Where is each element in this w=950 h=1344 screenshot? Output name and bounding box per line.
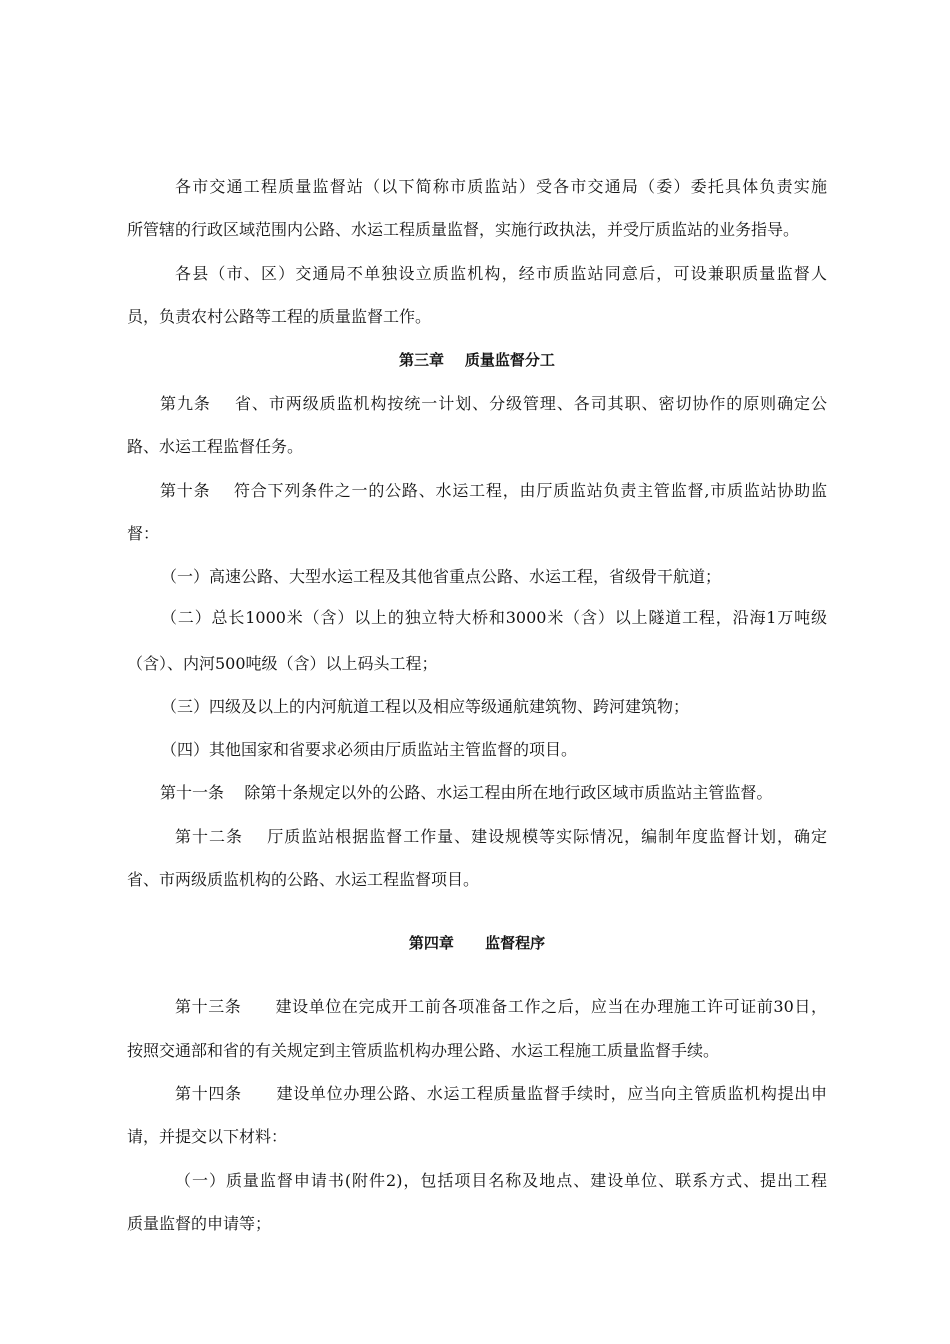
list-item: 质量监督的申请等； (127, 1214, 272, 1233)
paragraph-line: 各市交通工程质量监督站（以下简称市质监站）受各市交通局（委）委托具体负责实施 (175, 177, 827, 196)
paragraph-line: 请，并提交以下材料： (127, 1127, 288, 1146)
paragraph-line: 各县（市、区）交通局不单独设立质监机构，经市质监站同意后，可设兼职质量监督人 (175, 264, 827, 283)
paragraph-line: 所管辖的行政区域范围内公路、水运工程质量监督，实施行政执法，并受厅质监站的业务指导。 (127, 220, 800, 239)
paragraph-line: 第十条 符合下列条件之一的公路、水运工程，由厅质监站负责主管监督,市质监站协助监 (160, 481, 827, 500)
list-item: （含）、内河500吨级（含）以上码头工程； (127, 654, 438, 673)
paragraph-line: 第十三条 建设单位在完成开工前各项准备工作之后，应当在办理施工许可证前30日， (175, 997, 827, 1016)
list-item: （四）其他国家和省要求必须由厅质监站主管监督的项目。 (161, 740, 578, 759)
paragraph-line: 员，负责农村公路等工程的质量监督工作。 (127, 307, 432, 326)
chapter-heading: 第四章 监督程序 (408, 934, 546, 952)
paragraph-line: 第九条 省、市两级质监机构按统一计划、分级管理、各司其职、密切协作的原则确定公 (160, 394, 827, 413)
list-item: （二）总长1000米（含）以上的独立特大桥和3000米（含）以上隧道工程，沿海1万吨级 (161, 608, 827, 627)
paragraph-line: 第十一条 除第十条规定以外的公路、水运工程由所在地行政区域市质监站主管监督。 (160, 783, 773, 802)
chapter-heading: 第三章 质量监督分工 (399, 351, 555, 369)
paragraph-line: 督： (127, 524, 160, 543)
list-item: （一）高速公路、大型水运工程及其他省重点公路、水运工程，省级骨干航道； (161, 567, 722, 586)
paragraph-line: 按照交通部和省的有关规定到主管质监机构办理公路、水运工程施工质量监督手续。 (127, 1041, 720, 1060)
paragraph-line: 省、市两级质监机构的公路、水运工程监督项目。 (127, 870, 480, 889)
paragraph-line: 第十四条 建设单位办理公路、水运工程质量监督手续时，应当向主管质监机构提出申 (175, 1084, 827, 1103)
list-item: （三）四级及以上的内河航道工程以及相应等级通航建筑物、跨河建筑物； (161, 697, 690, 716)
list-item: （一）质量监督申请书(附件2)，包括项目名称及地点、建设单位、联系方式、提出工程 (175, 1171, 827, 1190)
paragraph-line: 路、水运工程监督任务。 (127, 437, 304, 456)
paragraph-line: 第十二条 厅质监站根据监督工作量、建设规模等实际情况，编制年度监督计划，确定 (175, 827, 827, 846)
